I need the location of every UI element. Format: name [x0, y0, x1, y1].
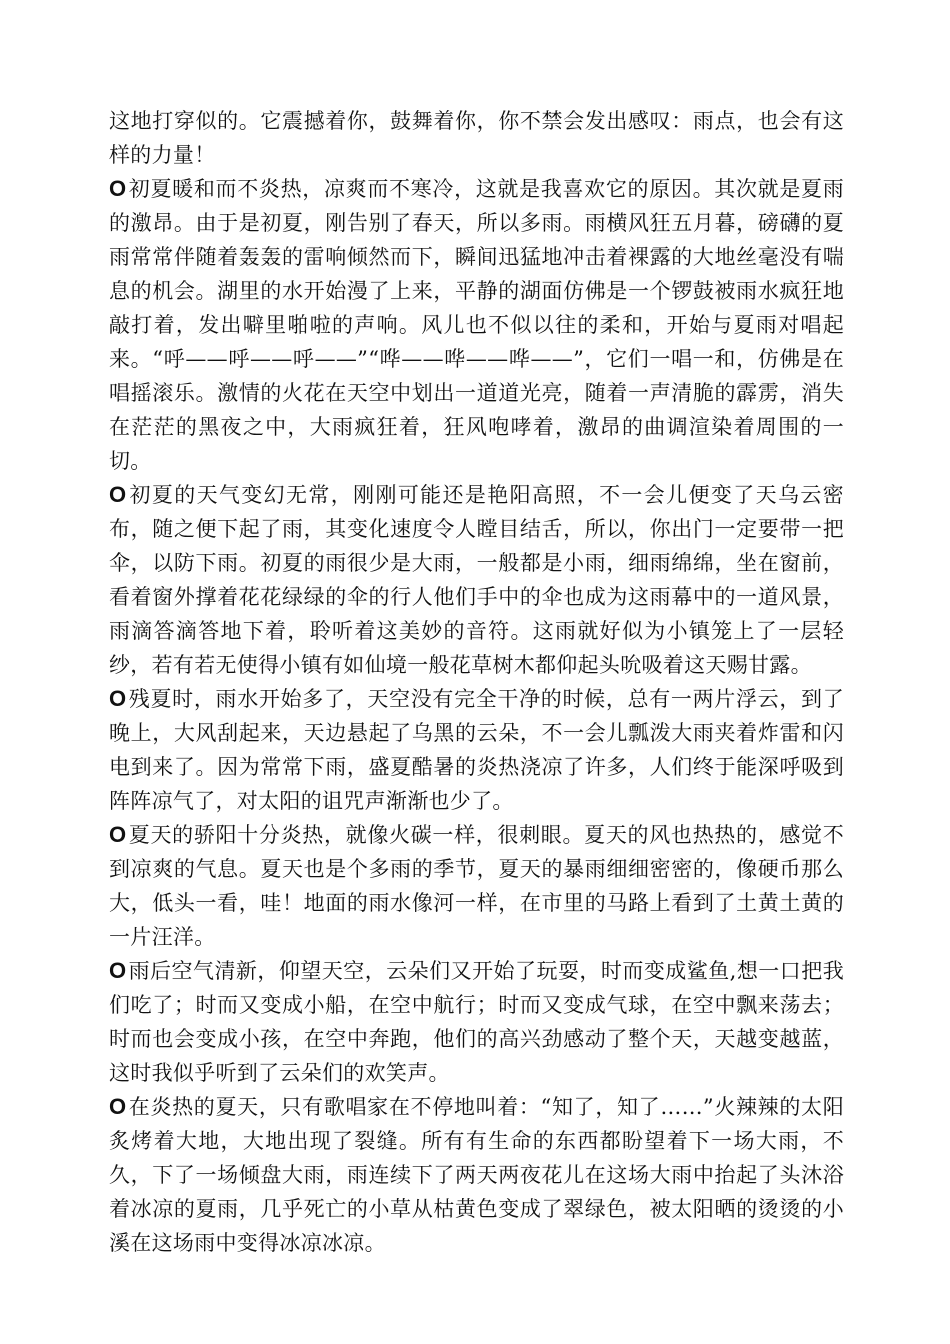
bullet-marker: O: [109, 482, 127, 507]
paragraph-3: [109, 478, 844, 682]
paragraph-4: [109, 682, 844, 818]
bullet-marker: O: [109, 1094, 127, 1119]
paragraph-6: [109, 954, 844, 1090]
bullet-marker: O: [109, 822, 127, 847]
bullet-marker: O: [109, 958, 127, 983]
paragraph-text: 残夏时，雨水开始多了，天空没有完全干净的时候，总有一两片浮云，到了晚上，大风刮起来，天边悬起了乌黑的云朵，不一会儿瓢泼大雨夹着炸雷和闪电到来了。因为常常下雨，盛夏酷暑的炎热浇凉了许多，人们终于能深呼吸到阵阵凉气了，对太阳的诅咒声渐渐也少了。: [109, 687, 844, 813]
bullet-marker: O: [109, 176, 127, 201]
paragraph-text: 初夏的天气变幻无常，刚刚可能还是艳阳高照，不一会儿便变了天乌云密布，随之便下起了雨，其变化速度令人瞠目结舌，所以，你出门一定要带一把伞，以防下雨。初夏的雨很少是大雨，一般都是小雨，细雨绵绵，坐在窗前，看着窗外撑着花花绿绿的伞的行人他们手中的伞也成为这雨幕中的一道风景，雨滴答滴答地下着，聆听着这美妙的音符。这雨就好似为小镇笼上了一层轻纱，若有若无使得小镇有如仙境一般花草树木都仰起头吮吸着这天赐甘露。: [109, 483, 844, 677]
paragraph-text: 雨后空气清新，仰望天空，云朵们又开始了玩耍，时而变成鲨鱼,想一口把我们吃了；时而又变成小船，在空中航行；时而又变成气球，在空中飘来荡去；时而也会变成小孩，在空中奔跑，他们的高兴劲感动了整个天，天越变越蓝，这时我似乎听到了云朵们的欢笑声。: [109, 959, 844, 1085]
paragraph-1: [109, 104, 844, 172]
document-body: [109, 104, 844, 1260]
paragraph-2: [109, 172, 844, 478]
paragraph-5: [109, 818, 844, 954]
bullet-marker: O: [109, 686, 127, 711]
paragraph-text: 这地打穿似的。它震撼着你，鼓舞着你，你不禁会发出感叹：雨点，也会有这样的力量！: [109, 109, 844, 167]
paragraph-text: 夏天的骄阳十分炎热，就像火碳一样，很刺眼。夏天的风也热热的，感觉不到凉爽的气息。夏天也是个多雨的季节，夏天的暴雨细细密密的，像硬币那么大，低头一看，哇！地面的雨水像河一样，在市里的马路上看到了土黄土黄的一片汪洋。: [109, 823, 844, 949]
paragraph-7: [109, 1090, 844, 1260]
paragraph-text: 初夏暖和而不炎热，凉爽而不寒冷，这就是我喜欢它的原因。其次就是夏雨的激昂。由于是初夏，刚告别了春天，所以多雨。雨横风狂五月暮，磅礴的夏雨常常伴随着轰轰的雷响倾然而下，瞬间迅猛地冲击着裸露的大地丝毫没有喘息的机会。湖里的水开始漫了上来，平静的湖面仿佛是一个锣鼓被雨水疯狂地敲打着，发出噼里啪啦的声响。风儿也不似以往的柔和，开始与夏雨对唱起来。“呼——呼——呼——”“哗——哗——哗——”，它们一唱一和，仿佛是在唱摇滚乐。激情的火花在天空中划出一道道光亮，随着一声清脆的霹雳，消失在茫茫的黑夜之中，大雨疯狂着，狂风咆哮着，激昂的曲调渲染着周围的一切。: [109, 177, 844, 473]
paragraph-text: 在炎热的夏天，只有歌唱家在不停地叫着：“知了，知了……”火辣辣的太阳炙烤着大地，大地出现了裂缝。所有有生命的东西都盼望着下一场大雨，不久，下了一场倾盘大雨，雨连续下了两天两夜花儿在这场大雨中抬起了头沐浴着冰凉的夏雨，几乎死亡的小草从枯黄色变成了翠绿色，被太阳晒的烫烫的小溪在这场雨中变得冰凉冰凉。: [109, 1095, 844, 1255]
